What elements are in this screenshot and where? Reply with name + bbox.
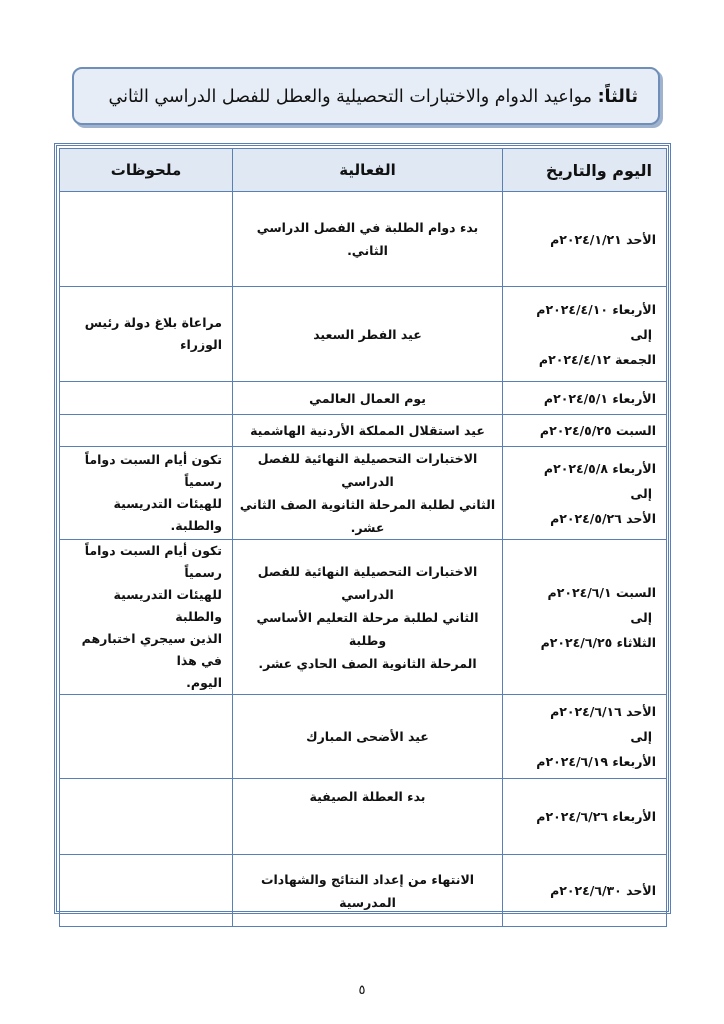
date-cell-line: الأربعاء ٢٠٢٤/٤/١٠م [536,301,656,317]
table-row [60,382,667,415]
notes-cell-line: اليوم. [186,675,222,690]
notes-cell [60,855,233,927]
schedule-table-frame [54,143,671,914]
date-cell [503,855,667,927]
page-number: ٥ [358,983,366,998]
date-cell-line: الأربعاء ٢٠٢٤/٦/١٩م [536,754,656,769]
event-cell-line: الانتهاء من إعداد النتائج والشهادات المدرسية [260,871,475,910]
table-row [60,447,667,540]
date-cell [503,779,667,855]
date-cell-line: السبت ٢٠٢٤/٥/٢٥م [539,423,656,438]
event-cell-line: الثاني لطلبة المرحلة الثانوية الصف الثاني عشر. [239,497,496,535]
notes-cell [60,779,233,855]
table-row [60,779,667,855]
notes-cell [60,415,233,447]
date-cell-line: الأحد ٢٠٢٤/٥/٢٦م [550,510,656,526]
date-cell-line: الأربعاء ٢٠٢٤/٦/٢٦م [536,809,656,824]
event-cell-line: عيد الأضحى المبارك [306,729,429,744]
event-cell [233,779,503,855]
event-cell [233,287,503,382]
notes-cell [60,382,233,415]
notes-cell [60,447,233,540]
event-cell [233,447,503,540]
notes-cell [60,540,233,695]
notes-cell-line: للهيئات التدريسية والطلبة. [113,496,222,533]
date-cell-line: الجمعة ٢٠٢٤/٤/١٢م [538,351,656,367]
date-cell [503,415,667,447]
table-row [60,855,667,927]
event-cell-line: بدء دوام الطلبة في الفصل الدراسي الثاني. [256,220,479,258]
date-cell-line: الأحد ٢٠٢٤/١/٢١م [550,231,656,247]
event-cell-line: عيد استقلال المملكة الأردنية الهاشمية [250,423,485,438]
table-row [60,540,667,695]
date-cell [503,695,667,779]
section-title-text: مواعيد الدوام والاختبارات التحصيلية والعطل للفصل الدراسي الثاني [108,87,592,107]
table-row [60,415,667,447]
date-cell-line: إلى [630,729,652,744]
table-row [60,695,667,779]
notes-cell-line: تكون أيام السبت دواماً رسمياً [84,452,222,489]
event-cell-line: الاختبارات التحصيلية النهائية للفصل الدراسي [257,563,478,602]
date-cell-line: الأربعاء ٢٠٢٤/٥/٨م [543,460,656,476]
date-cell-line: إلى [630,326,652,342]
notes-cell-line: الذين سيجري اختبارهم في هذا [81,631,222,668]
notes-cell [60,695,233,779]
event-cell [233,415,503,447]
event-cell [233,192,503,287]
header-date: اليوم والتاريخ [503,149,667,192]
notes-cell-line: للهيئات التدريسية والطلبة [113,587,222,624]
notes-cell-line: مراعاة بلاغ دولة رئيس الوزراء [84,315,222,352]
section-title-lead: ثالثاً: [597,87,638,107]
table-header-row [60,149,667,192]
header-notes: ملحوظات [60,149,233,192]
notes-cell [60,287,233,382]
event-cell [233,695,503,779]
event-cell-line: المرحلة الثانوية الصف الحادي عشر. [258,655,477,671]
date-cell-line: الأربعاء ٢٠٢٤/٥/١م [543,390,656,406]
date-cell-line: إلى [630,485,652,501]
event-cell-line: عيد الفطر السعيد [313,326,422,342]
event-cell [233,540,503,695]
date-cell-line: الأحد ٢٠٢٤/٦/٣٠م [550,883,656,898]
section-title [72,67,660,125]
header-event: الفعالية [233,149,503,192]
table-row [60,287,667,382]
date-cell [503,447,667,540]
date-cell [503,382,667,415]
date-cell [503,192,667,287]
event-cell-line: بدء العطلة الصيفية [309,789,426,804]
notes-cell [60,192,233,287]
schedule-table [59,148,667,927]
event-cell [233,382,503,415]
date-cell [503,287,667,382]
date-cell-line: السبت ٢٠٢٤/٦/١م [547,584,656,600]
event-cell-line: يوم العمال العالمي [309,390,426,406]
notes-cell-line: تكون أيام السبت دواماً رسمياً [84,543,222,580]
event-cell [233,855,503,927]
event-cell-line: الثاني لطلبة مرحلة التعليم الأساسي وطلبة [256,609,479,648]
table-row [60,192,667,287]
event-cell-line: الاختبارات التحصيلية النهائية للفصل الدراسي [257,451,478,489]
date-cell-line: الأحد ٢٠٢٤/٦/١٦م [550,704,656,719]
date-cell-line: الثلاثاء ٢٠٢٤/٦/٢٥م [540,634,656,650]
date-cell [503,540,667,695]
date-cell-line: إلى [630,609,652,625]
